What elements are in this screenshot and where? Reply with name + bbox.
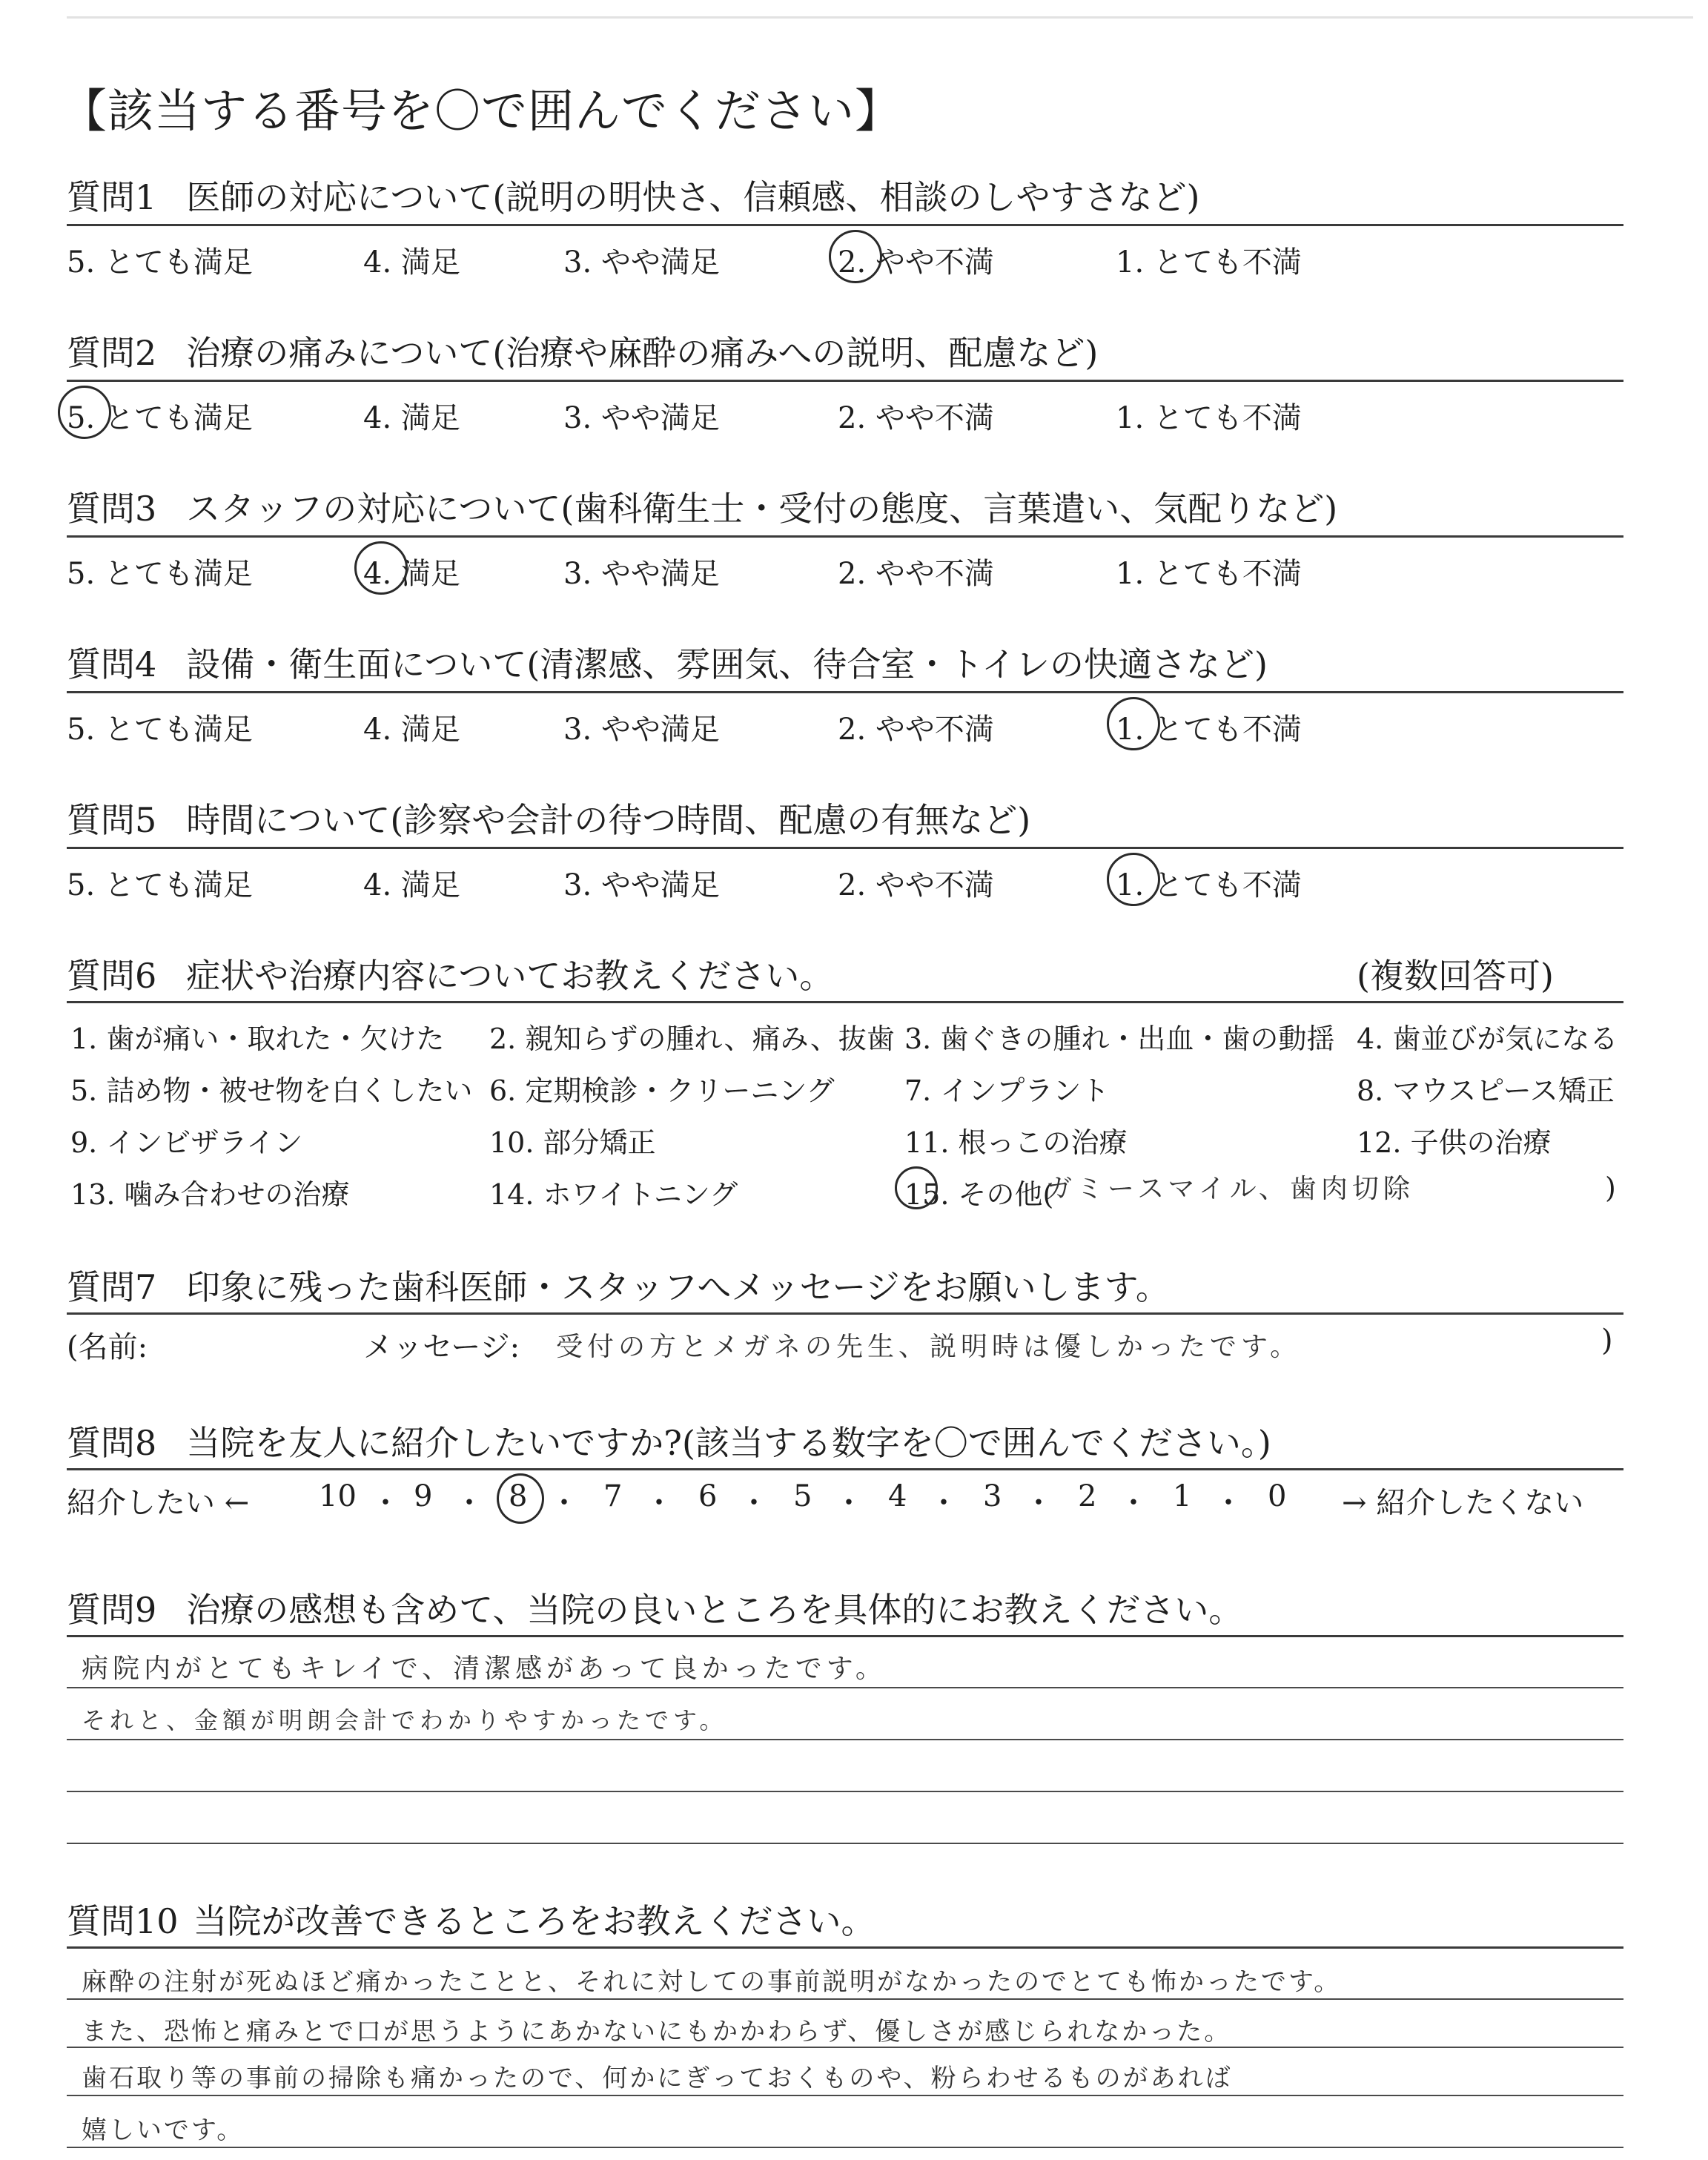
q4-option-2[interactable]: 2. やや不満 [838,713,994,747]
q2-title [67,326,1098,375]
q6-other-close: ) [1605,1172,1616,1204]
q9-line-4 [67,1843,1623,1844]
q5-option-4[interactable]: 4. 満足 [363,868,460,902]
q1-options [67,239,1475,283]
q8-scale-separator: ・ [929,1486,959,1520]
q6-option-9[interactable]: 9. インビザライン [70,1126,303,1159]
q3-option-5[interactable]: 5. とても満足 [67,557,253,591]
q4-selection-circle [1107,697,1160,750]
q9-line-3 [67,1791,1623,1792]
q1-title [67,171,1199,219]
q4-option-1[interactable]: 1. とても不満 [1116,713,1302,747]
q8-right-label: → 紹介したくない [1342,1486,1584,1520]
q2-option-2[interactable]: 2. やや不満 [838,401,994,435]
q4-number: 質問4 [67,644,157,684]
q1-rule [67,224,1623,226]
q3-title [67,482,1337,531]
top-border [67,16,1693,19]
q2-selection-circle [58,386,111,439]
q4-option-5[interactable]: 5. とても満足 [67,713,253,747]
q2-options [67,394,1475,439]
q1-option-4[interactable]: 4. 満足 [363,245,460,280]
q2-option-5[interactable]: 5. とても満足 [67,401,253,435]
q3-selection-circle [354,541,408,595]
q5-option-5[interactable]: 5. とても満足 [67,868,253,902]
q6-option-11[interactable]: 11. 根っこの治療 [904,1126,1128,1159]
q10-answer-line-1: 麻酔の注射が死ぬほど痛かったことと、それに対しての事前説明がなかったのでとても怖かったです。 [82,1967,1342,1997]
q10-line-3 [67,2095,1623,2096]
q4-option-3[interactable]: 3. やや満足 [563,713,720,747]
q3-option-3[interactable]: 3. やや満足 [563,557,720,591]
q6-text: 症状や治療内容についてお教えください。 [186,956,834,996]
q8-title [67,1416,1271,1465]
q1-selection-circle [829,230,882,283]
q6-other-handwritten: ガミースマイル、歯肉切除 [1045,1174,1414,1204]
q9-text: 治療の感想も含めて、当院の良いところを具体的にお教えください。 [186,1590,1243,1630]
q8-rule [67,1468,1623,1470]
q5-text: 時間について(診察や会計の待つ時間、配慮の有無など) [186,800,1031,840]
q6-options-grid [70,1005,1627,1220]
q6-rule [67,1001,1623,1003]
q7-message-handwritten: 受付の方とメガネの先生、説明時は優しかったです。 [556,1332,1302,1362]
q7-rule [67,1312,1623,1315]
q6-option-1[interactable]: 1. 歯が痛い・取れた・欠けた [70,1023,445,1055]
q10-answer-line-3: 歯石取り等の事前の掃除も痛かったので、何かにぎっておくものや、粉らわせるものがあれば [82,2064,1233,2093]
q9-answer-line-2: それと、金額が明朗会計でわかりやすかったです。 [82,1706,728,1734]
q8-scale-10[interactable]: 10 [319,1479,357,1513]
q5-option-3[interactable]: 3. やや満足 [563,868,720,902]
q4-rule [67,691,1623,693]
q8-scale-separator: ・ [834,1486,864,1520]
q8-scale-separator: ・ [1214,1486,1243,1520]
q10-answer-line-4: 嬉しいです。 [82,2116,245,2145]
q3-option-1[interactable]: 1. とても不満 [1116,557,1302,591]
q5-title [67,793,1030,842]
q5-option-1[interactable]: 1. とても不満 [1116,868,1302,902]
q8-scale-1[interactable]: 1 [1173,1479,1192,1513]
q8-scale-7[interactable]: 7 [603,1479,623,1513]
q7-number: 質問7 [67,1267,157,1307]
q1-number: 質問1 [67,177,157,217]
q6-option-15[interactable]: 15. その他( [904,1178,1054,1211]
q6-title [67,949,1554,998]
q8-scale-2[interactable]: 2 [1078,1479,1097,1513]
q9-number: 質問9 [67,1590,157,1630]
q1-option-3[interactable]: 3. やや満足 [563,245,720,280]
q8-scale-separator: ・ [644,1486,674,1520]
q2-text: 治療の痛みについて(治療や麻酔の痛みへの説明、配慮など) [186,333,1099,373]
q4-title [67,638,1268,687]
q6-option-10[interactable]: 10. 部分矯正 [489,1126,656,1159]
q6-option-12[interactable]: 12. 子供の治療 [1357,1126,1552,1159]
q8-scale-separator: ・ [1024,1486,1053,1520]
q6-option-14[interactable]: 14. ホワイトニング [489,1178,738,1211]
q8-scale-4[interactable]: 4 [888,1479,907,1513]
q6-option-6[interactable]: 6. 定期検診・クリーニング [489,1074,835,1107]
q9-line-1 [67,1687,1623,1688]
q6-number: 質問6 [67,956,157,996]
q5-rule [67,847,1623,849]
q8-scale-separator: ・ [739,1486,769,1520]
q5-options [67,862,1475,906]
q9-answer-line-1: 病院内がとてもキレイで、清潔感があって良かったです。 [82,1654,887,1684]
q3-option-4[interactable]: 4. 満足 [363,557,460,591]
q2-option-3[interactable]: 3. やや満足 [563,401,720,435]
q8-scale-9[interactable]: 9 [414,1479,433,1513]
q8-scale-0[interactable]: 0 [1268,1479,1287,1513]
q1-option-2[interactable]: 2. やや不満 [838,245,994,280]
q8-text: 当院を友人に紹介したいですか?(該当する数字を〇で囲んでください。) [186,1423,1271,1463]
q3-rule [67,535,1623,538]
q7-title [67,1261,1170,1309]
q5-selection-circle [1107,853,1160,906]
q6-option-3[interactable]: 3. 歯ぐきの腫れ・出血・歯の動揺 [904,1023,1335,1055]
q9-line-2 [67,1739,1623,1740]
q1-text: 医師の対応について(説明の明快さ、信頼感、相談のしやすさなど) [186,177,1200,217]
q6-selection-circle [895,1166,938,1209]
q10-rule [67,1946,1623,1949]
q10-title [67,1895,875,1943]
q7-close-paren: ) [1601,1324,1613,1358]
q10-line-1 [67,1998,1623,2000]
q5-option-2[interactable]: 2. やや不満 [838,868,994,902]
q3-options [67,550,1475,595]
q2-option-4[interactable]: 4. 満足 [363,401,460,435]
q8-left-label: 紹介したい ← [67,1486,250,1520]
q4-options [67,706,1475,750]
q3-number: 質問3 [67,489,157,529]
q10-line-4 [67,2147,1623,2148]
q3-text: スタッフの対応について(歯科衛生士・受付の態度、言葉遣い、気配りなど) [186,489,1338,529]
q6-option-8[interactable]: 8. マウスピース矯正 [1357,1074,1615,1107]
q10-text: 当院が改善できるところをお教えください。 [193,1901,875,1941]
q8-number: 質問8 [67,1423,157,1463]
q2-rule [67,380,1623,382]
q6-option-4[interactable]: 4. 歯並びが気になる [1357,1023,1618,1055]
q6-option-13[interactable]: 13. 噛み合わせの治療 [70,1178,350,1211]
q1-option-5[interactable]: 5. とても満足 [67,245,253,280]
q10-number: 質問10 [67,1901,179,1941]
q8-scale-3[interactable]: 3 [983,1479,1002,1513]
q8-scale-separator: ・ [454,1486,484,1520]
q8-scale-separator: ・ [1119,1486,1148,1520]
q2-number: 質問2 [67,333,157,373]
q8-scale-8[interactable]: 8 [509,1479,528,1513]
q7-text: 印象に残った歯科医師・スタッフへメッセージをお願いします。 [186,1267,1170,1307]
q10-line-2 [67,2047,1623,2048]
q5-number: 質問5 [67,800,157,840]
q4-option-4[interactable]: 4. 満足 [363,713,460,747]
q6-option-5[interactable]: 5. 詰め物・被せ物を白くしたい [70,1074,473,1107]
q9-title [67,1583,1242,1632]
q1-option-1[interactable]: 1. とても不満 [1116,245,1302,280]
q8-scale-separator: ・ [549,1486,579,1520]
q6-option-7[interactable]: 7. インプラント [904,1074,1110,1107]
q6-note: (複数回答可) [1357,956,1554,996]
q10-answer-line-2: また、恐怖と痛みとで口が思うようにあかないにもかかわらず、優しさが感じられなかった。 [82,2017,1232,2047]
q8-scale-separator: ・ [371,1486,400,1520]
q8-scale-6[interactable]: 6 [698,1479,718,1513]
q4-text: 設備・衛生面について(清潔感、雰囲気、待合室・トイレの快適さなど) [186,644,1268,684]
q7-message-label: メッセージ: [363,1330,520,1364]
q2-option-1[interactable]: 1. とても不満 [1116,401,1302,435]
q8-selection-circle [497,1473,544,1524]
q6-option-2[interactable]: 2. 親知らずの腫れ、痛み、抜歯 [489,1023,895,1055]
q3-option-2[interactable]: 2. やや不満 [838,557,994,591]
q9-rule [67,1635,1623,1637]
q7-name-label: (名前: [67,1330,148,1364]
q8-scale-5[interactable]: 5 [793,1479,812,1513]
page-heading: 【該当する番号を〇で囲んでください】 [61,84,902,138]
q8-scale [319,1479,1357,1524]
